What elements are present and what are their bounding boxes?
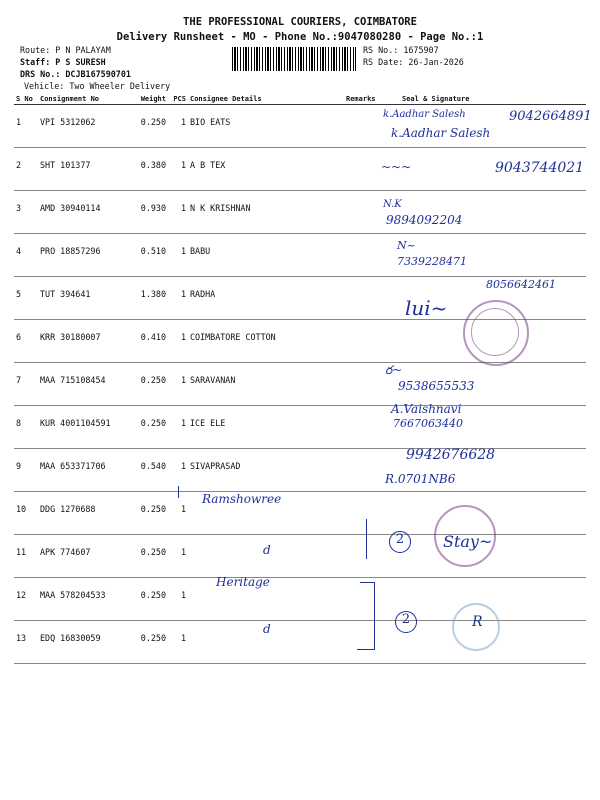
row-consignment: PRO 18857296 [38, 234, 128, 277]
col-weight: Weight [128, 93, 168, 105]
row-pcs: 1 [168, 578, 188, 621]
r8-name: A.Vaishnavi [391, 402, 462, 416]
r4-phone: 7339228471 [397, 255, 467, 268]
row-pcs: 1 [168, 492, 188, 535]
row-weight: 0.540 [128, 449, 168, 492]
row-pcs: 1 [168, 191, 188, 234]
row-consignee: BABU [188, 234, 344, 277]
row-weight: 0.250 [128, 105, 168, 148]
vehicle-label: Vehicle: Two Wheeler Delivery [24, 81, 171, 91]
row-pcs: 1 [168, 277, 188, 320]
r3-phone: 9894092204 [386, 213, 463, 227]
r9-note: R.0701NB6 [385, 472, 456, 486]
table-row [14, 191, 586, 234]
row-pcs: 1 [168, 621, 188, 664]
table-header-row [14, 93, 586, 105]
r4-signature: N~ [397, 239, 416, 252]
row-consignment: AMD 30940114 [38, 191, 128, 234]
row-consignment: EDQ 16830059 [38, 621, 128, 664]
runsheet-subtitle: Delivery Runsheet - MO - Phone No.:9047080280 - Page No.:1 [116, 31, 484, 43]
row-weight: 0.250 [128, 621, 168, 664]
bracket-top [360, 582, 375, 583]
row-remarks [344, 234, 378, 277]
circled-count-11: 2 [389, 531, 411, 553]
col-pcs: PCS [168, 93, 188, 105]
col-sno: S No [14, 93, 38, 105]
table-row [14, 578, 586, 621]
row-weight: 0.250 [128, 578, 168, 621]
table-row [14, 105, 586, 148]
row-sno: 8 [14, 406, 38, 449]
col-remarks: Remarks [344, 93, 378, 105]
r1-name: k.Aadhar Salesh [391, 126, 491, 140]
row-consignee: SARAVANAN [188, 363, 344, 406]
rs-date: RS Date: 26-Jan-2026 [363, 57, 464, 67]
row-consignment: TUT 394641 [38, 277, 128, 320]
row-consignee: SIVAPRASAD [188, 449, 344, 492]
col-consignment: Consignment No [38, 93, 128, 105]
bracket-bottom [357, 649, 375, 650]
row-pcs: 1 [168, 105, 188, 148]
row-consignee: ICE ELE [188, 406, 344, 449]
row-sno: 12 [14, 578, 38, 621]
row-remarks [344, 449, 378, 492]
row-signature-cell [378, 191, 586, 234]
bracket-vertical-line [374, 582, 375, 650]
table-body [14, 105, 586, 664]
row-sno: 3 [14, 191, 38, 234]
table-row [14, 363, 586, 406]
drs-barcode [232, 47, 356, 71]
route-label: Route: P N PALAYAM [20, 45, 111, 55]
row-remarks [344, 492, 378, 535]
row-consignment: MAA 578204533 [38, 578, 128, 621]
row-remarks [344, 191, 378, 234]
table-row [14, 535, 586, 578]
row-consignment: KUR 4001104591 [38, 406, 128, 449]
row-pcs: 1 [168, 363, 188, 406]
row-consignee: A B TEX [188, 148, 344, 191]
row-sno: 2 [14, 148, 38, 191]
row-weight: 0.510 [128, 234, 168, 277]
runsheet-table [14, 93, 586, 664]
row-consignment: VPI 5312062 [38, 105, 128, 148]
r7-signature: ర~ [385, 363, 403, 377]
r5-phone: 8056642461 [486, 278, 556, 291]
row-weight: 0.250 [128, 363, 168, 406]
r11-signature: Stay~ [443, 532, 493, 551]
row-consignment: DDG 1270688 [38, 492, 128, 535]
r3-name: N.K [383, 199, 402, 210]
r2-signature: ~~~ [381, 160, 412, 174]
r7-phone: 9538655533 [398, 379, 475, 393]
drs-number: DRS No.: DCJB167590701 [20, 69, 131, 79]
row-consignment: APK 774607 [38, 535, 128, 578]
r13-signature: R [472, 614, 483, 630]
row-weight: 0.250 [128, 492, 168, 535]
row-pcs: 1 [168, 535, 188, 578]
row-pcs: 1 [168, 234, 188, 277]
row-remarks [344, 320, 378, 363]
r13-ditto-mark: d [263, 622, 271, 636]
staff-label: Staff: P S SURESH [20, 57, 106, 67]
row-consignee: RADHA [188, 277, 344, 320]
col-signature: Seal & Signature [378, 93, 586, 105]
row-weight: 0.380 [128, 148, 168, 191]
row-sno: 4 [14, 234, 38, 277]
row-consignment: SHT 101377 [38, 148, 128, 191]
rs-number: RS No.: 1675907 [363, 45, 439, 55]
row-remarks [344, 148, 378, 191]
row-sno: 13 [14, 621, 38, 664]
row-sno: 1 [14, 105, 38, 148]
row-weight: 0.250 [128, 406, 168, 449]
row-remarks [344, 406, 378, 449]
row-weight: 1.380 [128, 277, 168, 320]
r11-ditto-mark: d [263, 543, 271, 557]
r12-note: Heritage [216, 575, 270, 589]
row-sno: 6 [14, 320, 38, 363]
row-consignment: MAA 715108454 [38, 363, 128, 406]
row-weight: 0.410 [128, 320, 168, 363]
row-pcs: 1 [168, 320, 188, 363]
row-pcs: 1 [168, 449, 188, 492]
row-remarks [344, 105, 378, 148]
r5-signature: lui~ [405, 296, 448, 320]
table-row [14, 406, 586, 449]
row-weight: 0.930 [128, 191, 168, 234]
row-consignee: N K KRISHNAN [188, 191, 344, 234]
row-remarks [344, 621, 378, 664]
row-consignee: BIO EATS [188, 105, 344, 148]
bracket-vertical-line-2 [366, 519, 367, 559]
table-row [14, 492, 586, 535]
r1-signature: k.Aadhar Salesh [383, 109, 466, 120]
col-consignee: Consignee Details [188, 93, 344, 105]
row-pcs: 1 [168, 406, 188, 449]
row-remarks [344, 277, 378, 320]
row-weight: 0.250 [128, 535, 168, 578]
r10-tick [178, 486, 179, 498]
r1-phone: 9042664891 [509, 109, 592, 124]
row-sno: 5 [14, 277, 38, 320]
row-consignment: MAA 653371706 [38, 449, 128, 492]
row-pcs: 1 [168, 148, 188, 191]
row-sno: 11 [14, 535, 38, 578]
company-seal-inner [471, 308, 519, 356]
row-consignee: COIMBATORE COTTON [188, 320, 344, 363]
r10-note: Ramshowree [202, 492, 282, 506]
row-sno: 9 [14, 449, 38, 492]
row-sno: 7 [14, 363, 38, 406]
table-row [14, 449, 586, 492]
circled-count-13: 2 [395, 611, 417, 633]
company-title: THE PROFESSIONAL COURIERS, COIMBATORE [183, 16, 417, 28]
row-consignment: KRR 30180007 [38, 320, 128, 363]
row-sno: 10 [14, 492, 38, 535]
r9-phone: 9942676628 [406, 447, 496, 463]
table-row [14, 621, 586, 664]
r2-phone: 9043744021 [495, 160, 585, 176]
row-remarks [344, 363, 378, 406]
table-row [14, 234, 586, 277]
r8-phone: 7667063440 [393, 417, 463, 430]
row-remarks [344, 535, 378, 578]
row-remarks [344, 578, 378, 621]
